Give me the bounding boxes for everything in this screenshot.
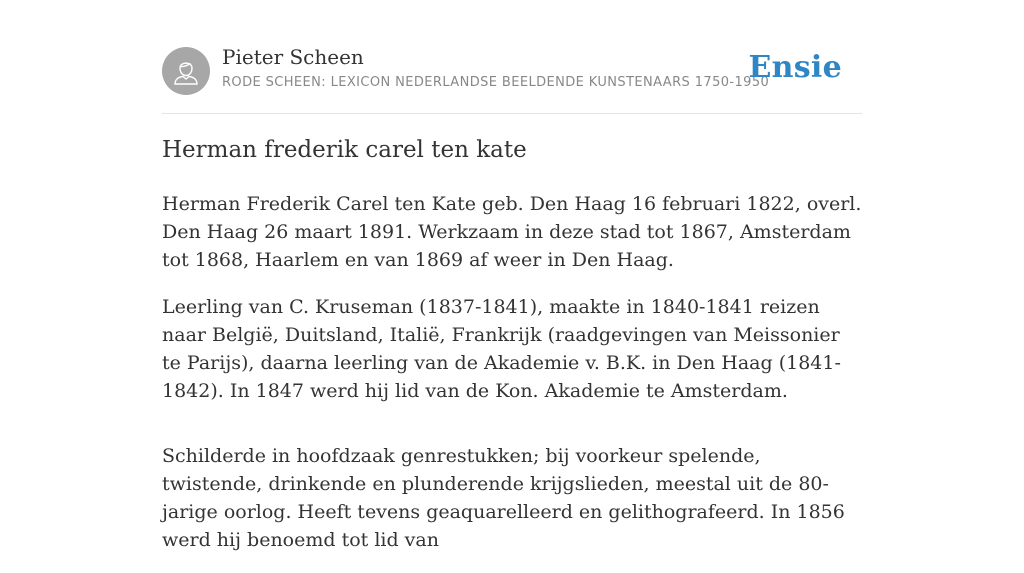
content bbox=[162, 0, 862, 551]
author-name[interactable]: Pieter Scheen bbox=[222, 45, 364, 69]
article-body bbox=[162, 190, 862, 573]
source-name[interactable]: RODE SCHEEN: LEXICON NEDERLANDSE BEELDENDE KUNSTENAARS 1750-1950 bbox=[222, 75, 770, 90]
article-title: Herman frederik carel ten kate bbox=[162, 137, 527, 163]
article-paragraph: Herman Frederik Carel ten Kate geb. Den Haag 16 februari 1822, overl. Den Haag 26 maart 1891. Werkzaam in deze stad tot 1867, Amsterdam tot 1868, Haarlem en van 1869 af weer in Den Haag. bbox=[162, 193, 862, 271]
header bbox=[162, 0, 862, 114]
avatar[interactable] bbox=[162, 47, 210, 95]
article-paragraph: Schilderde in hoofdzaak genrestukken; bij voorkeur spelende, twistende, drinkende en plunderende krijgslieden, meestal uit de 80-jarige oorlog. Heeft tevens geaquarelleerd en gelithografeerd. In 1856 werd hij benoemd tot lid van bbox=[162, 445, 845, 551]
ensie-logo[interactable]: Ensie bbox=[748, 50, 842, 85]
user-icon bbox=[171, 56, 201, 86]
article-paragraph: Leerling van C. Kruseman (1837-1841), maakte in 1840-1841 reizen naar België, Duitsland, Italië, Frankrijk (raadgevingen van Meissonier te Parijs), daarna leerling van de Akademie v. B.K. in Den Haag (1841-1842). In 1847 werd hij lid van de Kon. Akademie te Amsterdam. bbox=[162, 296, 841, 402]
